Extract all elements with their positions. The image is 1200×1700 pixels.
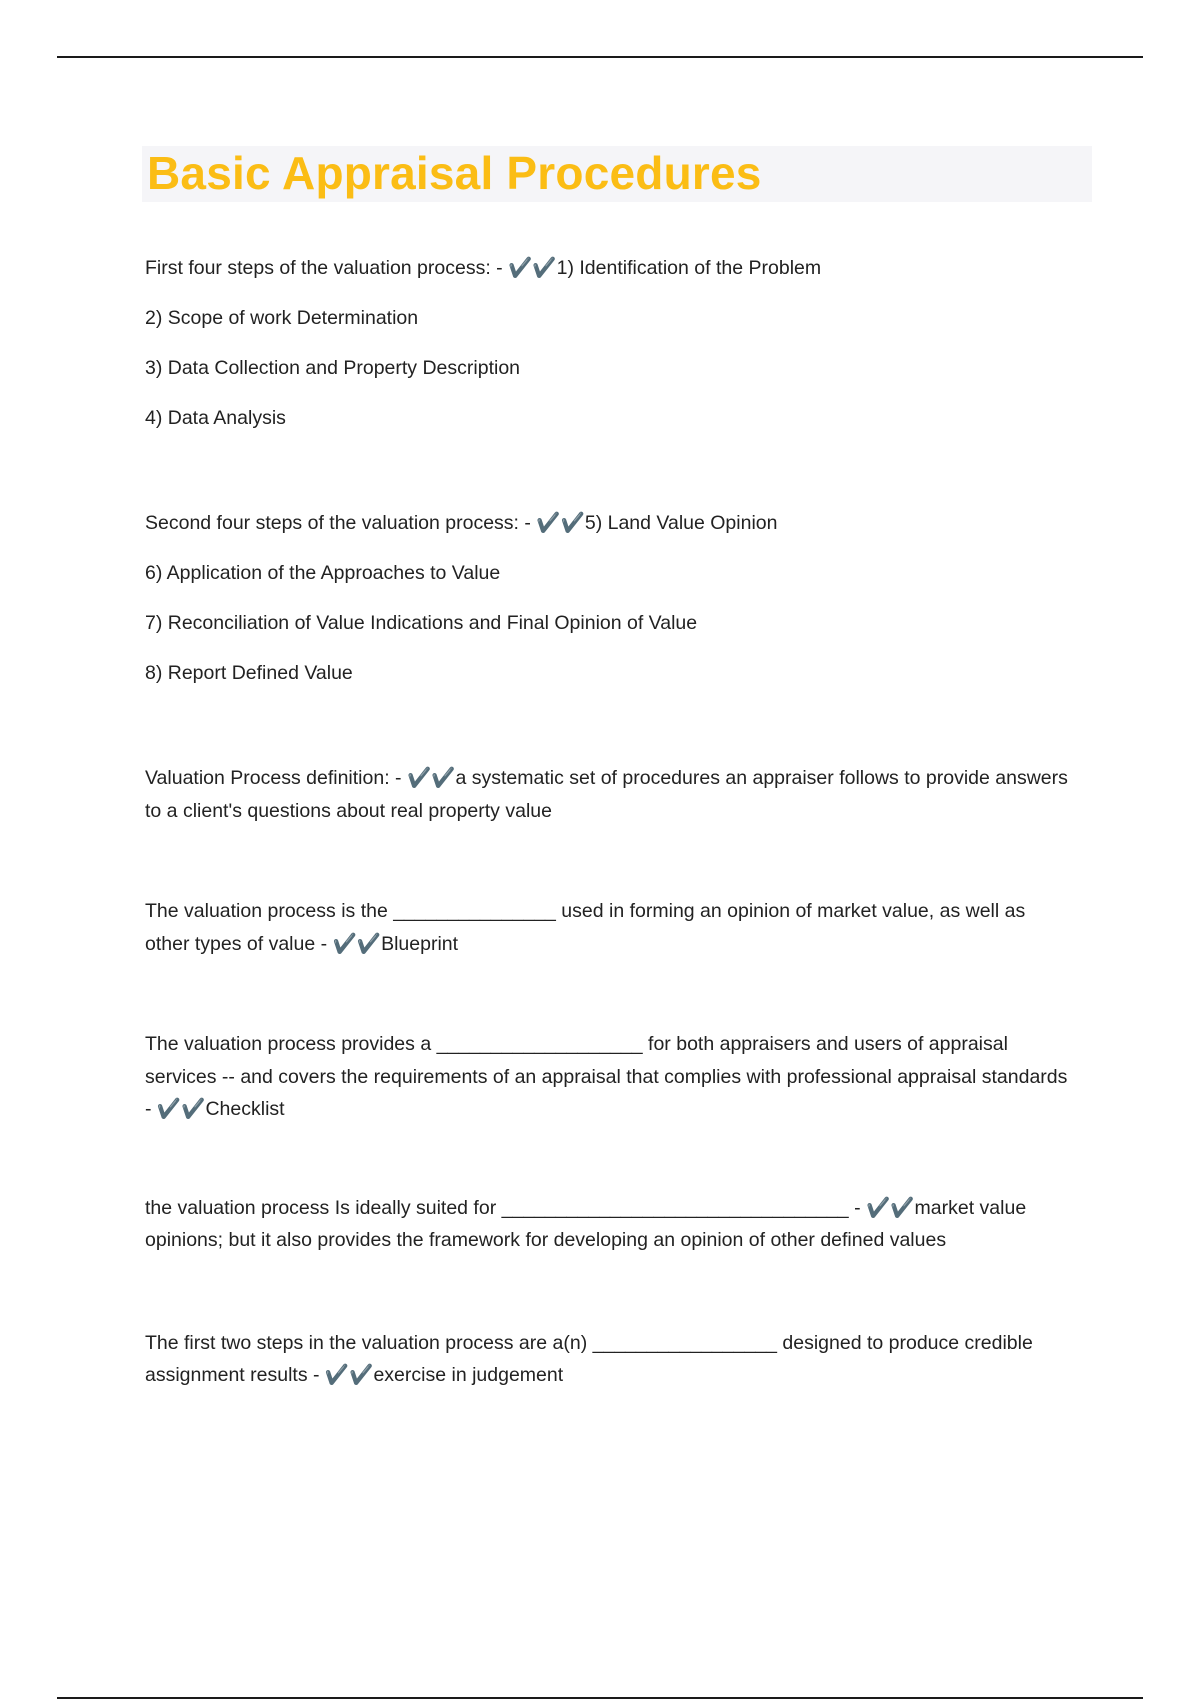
card-5-text: The valuation process provides a ___________________ for both appraisers and users of appraisal services -- and covers the requirements of an appraisal that complies with professional appraisal standards - ✔️✔️Checklist	[145, 1033, 1068, 1120]
page-bottom-rule	[57, 1697, 1143, 1699]
card-2-question: Second four steps of the valuation process: - ✔️✔️5) Land Value Opinion	[145, 512, 778, 534]
card-7-text: The first two steps in the valuation process are a(n) _________________ designed to produce credible assignment results - ✔️✔️exercise in judgement	[145, 1331, 1033, 1386]
card-4-text: The valuation process is the _______________ used in forming an opinion of market value, as well as other types of value - ✔️✔️Blueprint	[145, 900, 1026, 955]
card-2-line-4: 8) Report Defined Value	[145, 662, 353, 684]
card-2-line-2: 6) Application of the Approaches to Value	[145, 562, 501, 584]
page-top-rule	[57, 56, 1143, 58]
document-body	[145, 252, 1070, 1392]
card-1-line-4: 4) Data Analysis	[145, 407, 286, 429]
card-2-line-3: 7) Reconciliation of Value Indications and Final Opinion of Value	[145, 612, 698, 634]
card-1-question: First four steps of the valuation process: - ✔️✔️1) Identification of the Problem	[145, 257, 822, 279]
card-1-line-2: 2) Scope of work Determination	[145, 307, 419, 329]
document-title: Basic Appraisal Procedures	[147, 147, 762, 199]
card-1-line-3: 3) Data Collection and Property Description	[145, 357, 521, 379]
card-6-text: the valuation process Is ideally suited for ________________________________ - ✔️✔️market value opinions; but it also provides the framework for developing an opinion of other defined values	[145, 1196, 1027, 1251]
card-3-text: Valuation Process definition: - ✔️✔️a systematic set of procedures an appraiser follows to provide answers to a client's questions about real property value	[145, 767, 1068, 822]
